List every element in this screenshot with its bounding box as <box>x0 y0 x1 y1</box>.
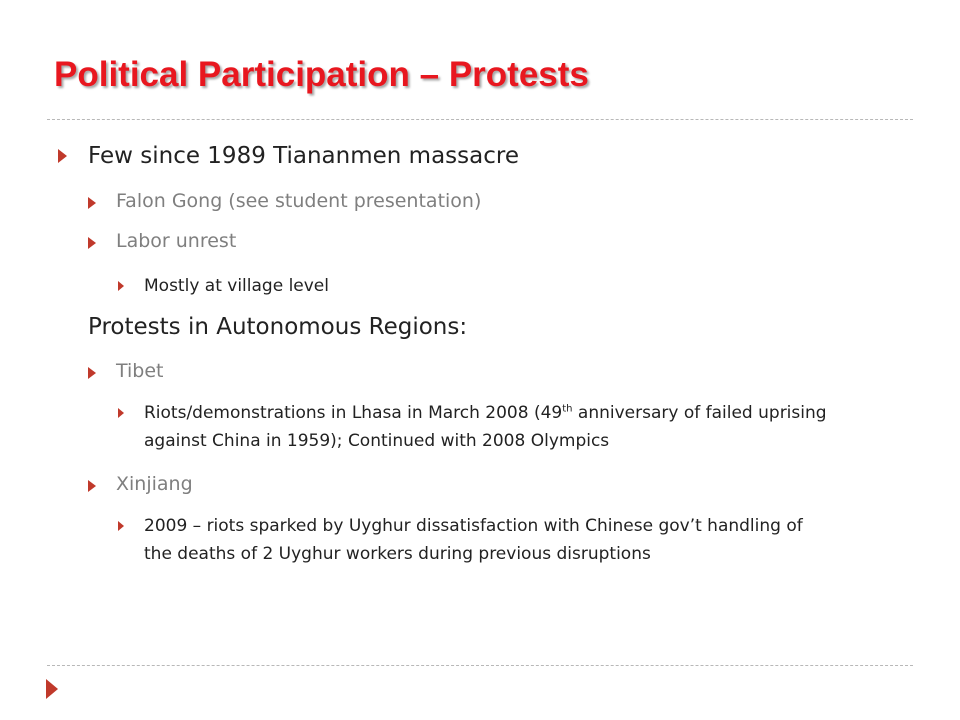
bullet-arrow-icon <box>88 367 96 379</box>
slide-title: Political Participation – Protests <box>54 55 589 94</box>
bullet-arrow-icon <box>118 281 124 291</box>
bullet-level2-text: Labor unrest <box>116 230 237 252</box>
bullet-level2-text: Tibet <box>116 360 164 382</box>
bullet-level1-text: Few since 1989 Tiananmen massacre <box>88 143 519 169</box>
bullet-arrow-icon <box>58 149 67 163</box>
bullet-arrow-icon <box>118 521 124 531</box>
bullet-level3-text: 2009 – riots sparked by Uyghur dissatisfaction with Chinese gov’t handling of the deaths of 2 Uyghur workers during previous disruptions <box>144 516 803 564</box>
footer-arrow-icon <box>46 679 58 699</box>
footer-divider <box>47 665 913 666</box>
text-part: Riots/demonstrations in Lhasa in March 2008 (49 <box>144 403 563 423</box>
bullet-arrow-icon <box>88 197 96 209</box>
title-divider <box>47 119 913 120</box>
bullet-arrow-icon <box>88 237 96 249</box>
bullet-level2-text: Falon Gong (see student presentation) <box>116 190 482 212</box>
text-part: anniversary of failed uprising against China in 1959); Continued with 2008 Olympics <box>144 403 827 451</box>
bullet-arrow-icon <box>118 408 124 418</box>
superscript: th <box>562 403 573 415</box>
section-heading: Protests in Autonomous Regions: <box>88 314 468 340</box>
bullet-level2-text: Xinjiang <box>116 473 193 495</box>
bullet-level3-text: Mostly at village level <box>144 276 329 296</box>
bullet-arrow-icon <box>88 480 96 492</box>
bullet-level3-text <box>144 399 894 455</box>
